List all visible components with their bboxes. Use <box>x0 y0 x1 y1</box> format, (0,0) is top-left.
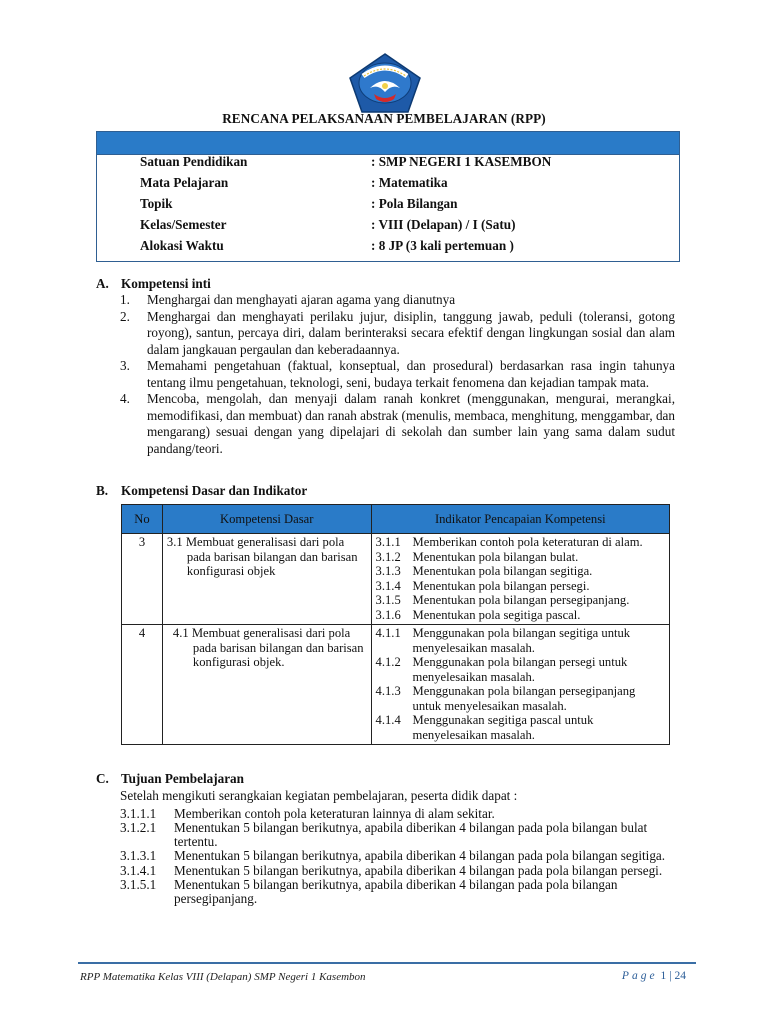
row-number: 4 <box>122 625 163 745</box>
kompetensi-inti-list <box>120 292 675 457</box>
kd-cell <box>162 534 371 625</box>
indicator-code: 4.1.2 <box>375 655 401 669</box>
list-item <box>120 849 680 863</box>
indicator-text: Menggunakan segitiga pascal untuk menyelesaikan masalah. <box>412 713 594 742</box>
item-text: Mencoba, mengolah, dan menyaji dalam ranah konkret (menggunakan, mengurai, merangkai, memodifikasi, dan membuat) dan ranah abstrak (menulis, membaca, menghitung, menggambar, dan mengarang) sesuai dengan yang dipelajari di sekolah dan sumber lain yang sama dalam sudut pandang/teori. <box>147 391 675 456</box>
item-text: Menentukan 5 bilangan berikutnya, apabila diberikan 4 bilangan pada pola bilangan persegipanjang. <box>174 877 618 906</box>
table-row <box>122 625 670 745</box>
item-number: 2. <box>120 308 130 324</box>
section-letter: B. <box>96 483 109 498</box>
section-letter: A. <box>96 276 109 291</box>
list-item <box>120 807 680 821</box>
tujuan-intro: Setelah mengikuti serangkaian kegiatan pembelajaran, peserta didik dapat : <box>120 788 518 803</box>
kd-cell <box>162 625 371 745</box>
indicator-item <box>376 579 665 594</box>
indicator-text: Menentukan pola bilangan persegi. <box>412 578 590 593</box>
indicator-cell <box>371 625 669 745</box>
indicator-item <box>376 626 665 655</box>
item-code: 3.1.5.1 <box>120 877 157 892</box>
list-item <box>120 878 680 905</box>
indicator-text: Menggunakan pola bilangan persegi untuk menyelesaikan masalah. <box>412 655 628 684</box>
identity-header-bar <box>97 132 679 155</box>
page-total: 24 <box>674 970 686 982</box>
page-current: 1 <box>660 970 667 982</box>
item-text: Menghargai dan menghayati perilaku jujur, disiplin, tanggung jawab, peduli (toleransi, gotong royong), santun, percaya diri, dalam berinteraksi secara efektif dengan lingkungan sosial dan alam dalam jangkauan pergaulan dan keberadaannya. <box>147 308 675 357</box>
item-code: 3.1.1.1 <box>120 805 157 821</box>
indicator-text: Memberikan contoh pola keteraturan di alam. <box>412 535 643 549</box>
item-code: 3.1.3.1 <box>120 848 157 863</box>
column-header: Kompetensi Dasar <box>162 505 371 534</box>
table-row <box>122 534 670 625</box>
list-item <box>120 821 680 848</box>
identity-label: Satuan Pendidikan <box>140 154 248 169</box>
indicator-code: 4.1.3 <box>375 684 401 698</box>
tujuan-list <box>120 789 680 906</box>
list-item <box>120 292 675 309</box>
identity-value: : SMP NEGERI 1 KASEMBON <box>371 154 552 169</box>
identity-box <box>96 131 680 262</box>
section-title: Tujuan Pembelajaran <box>121 771 244 786</box>
footer-page-number <box>622 970 686 982</box>
list-item <box>120 309 675 359</box>
indicator-item <box>376 593 665 608</box>
indicator-item <box>376 655 665 684</box>
indicator-code: 3.1.6 <box>375 607 401 622</box>
list-item <box>120 864 680 878</box>
indicator-item <box>376 550 665 565</box>
item-number: 3. <box>120 358 130 373</box>
indicator-cell <box>371 534 669 625</box>
document-title: RENCANA PELAKSANAAN PEMBELAJARAN (RPP) <box>222 111 546 126</box>
indicator-item <box>376 608 665 623</box>
identity-value: : 8 JP (3 kali pertemuan ) <box>371 238 514 253</box>
indicator-code: 3.1.4 <box>375 578 401 593</box>
section-b-heading <box>96 483 307 499</box>
identity-value: : Pola Bilangan <box>371 196 458 211</box>
indicator-text: Menentukan pola bilangan bulat. <box>412 549 579 564</box>
indicator-code: 3.1.1 <box>375 535 401 549</box>
item-text: Menentukan 5 bilangan berikutnya, apabila diberikan 4 bilangan pada pola bilangan segitiga. <box>174 848 666 863</box>
indicator-item <box>376 564 665 579</box>
indicator-text: Menggunakan pola bilangan segitiga untuk menyelesaikan masalah. <box>412 626 631 655</box>
item-code: 3.1.2.1 <box>120 820 157 835</box>
section-title: Kompetensi Dasar dan Indikator <box>121 483 308 498</box>
table-header-row <box>122 505 670 534</box>
tut-wuri-handayani-logo <box>348 52 422 114</box>
identity-label: Kelas/Semester <box>140 217 227 232</box>
indicator-code: 3.1.3 <box>375 564 401 578</box>
page-separator: | <box>669 970 672 982</box>
item-code: 3.1.4.1 <box>120 862 157 878</box>
kd-text: 4.1 Membuat generalisasi dari pola pada barisan bilangan dan barisan konfigurasi objek. <box>172 626 364 669</box>
list-item <box>120 358 675 391</box>
kompetensi-dasar-table <box>121 504 670 745</box>
identity-label: Topik <box>140 196 173 211</box>
indicator-item <box>376 684 665 713</box>
item-text: Memberikan contoh pola keteraturan lainnya di alam sekitar. <box>174 805 495 821</box>
kd-text: 3.1 Membuat generalisasi dari pola pada barisan bilangan dan barisan konfigurasi objek <box>166 535 358 578</box>
footer-document-label: RPP Matematika Kelas VIII (Delapan) SMP Negeri 1 Kasembon <box>80 971 366 983</box>
indicator-text: Menentukan pola bilangan segitiga. <box>412 564 593 578</box>
item-text: Menghargai dan menghayati ajaran agama yang dianutnya <box>147 292 456 307</box>
item-text: Menentukan 5 bilangan berikutnya, apabila diberikan 4 bilangan pada pola bilangan bulat tertentu. <box>174 820 648 849</box>
item-text: Memahami pengetahuan (faktual, konseptual, dan prosedural) berdasarkan rasa ingin tahunya tentang ilmu pengetahuan, teknologi, seni, budaya terkait fenomena dan kejadian tampak mata. <box>147 358 675 390</box>
list-item <box>120 391 675 457</box>
section-c-heading <box>96 771 244 787</box>
section-letter: C. <box>96 771 109 786</box>
indicator-code: 3.1.5 <box>375 593 401 607</box>
indicator-item <box>376 535 665 550</box>
item-number: 4. <box>120 391 130 406</box>
identity-value: : Matematika <box>371 175 448 190</box>
identity-value: : VIII (Delapan) / I (Satu) <box>371 217 516 232</box>
column-header: Indikator Pencapaian Kompetensi <box>371 505 669 534</box>
section-title: Kompetensi inti <box>121 276 211 291</box>
item-text: Menentukan 5 bilangan berikutnya, apabila diberikan 4 bilangan pada pola bilangan persegi. <box>174 862 663 878</box>
indicator-text: Menentukan pola segitiga pascal. <box>412 607 581 622</box>
indicator-code: 4.1.4 <box>375 713 401 727</box>
identity-label: Alokasi Waktu <box>140 238 224 253</box>
footer-rule <box>78 962 696 964</box>
indicator-item <box>376 713 665 742</box>
section-a-heading <box>96 276 211 292</box>
page-label: Page <box>621 970 658 982</box>
column-header: No <box>122 505 163 534</box>
indicator-text: Menggunakan pola bilangan persegipanjang untuk menyelesaikan masalah. <box>412 684 636 713</box>
row-number: 3 <box>122 534 163 625</box>
indicator-code: 3.1.2 <box>375 549 401 564</box>
indicator-text: Menentukan pola bilangan persegipanjang. <box>412 593 630 607</box>
indicator-code: 4.1.1 <box>375 626 401 640</box>
item-number: 1. <box>120 292 130 307</box>
identity-label: Mata Pelajaran <box>140 175 229 190</box>
